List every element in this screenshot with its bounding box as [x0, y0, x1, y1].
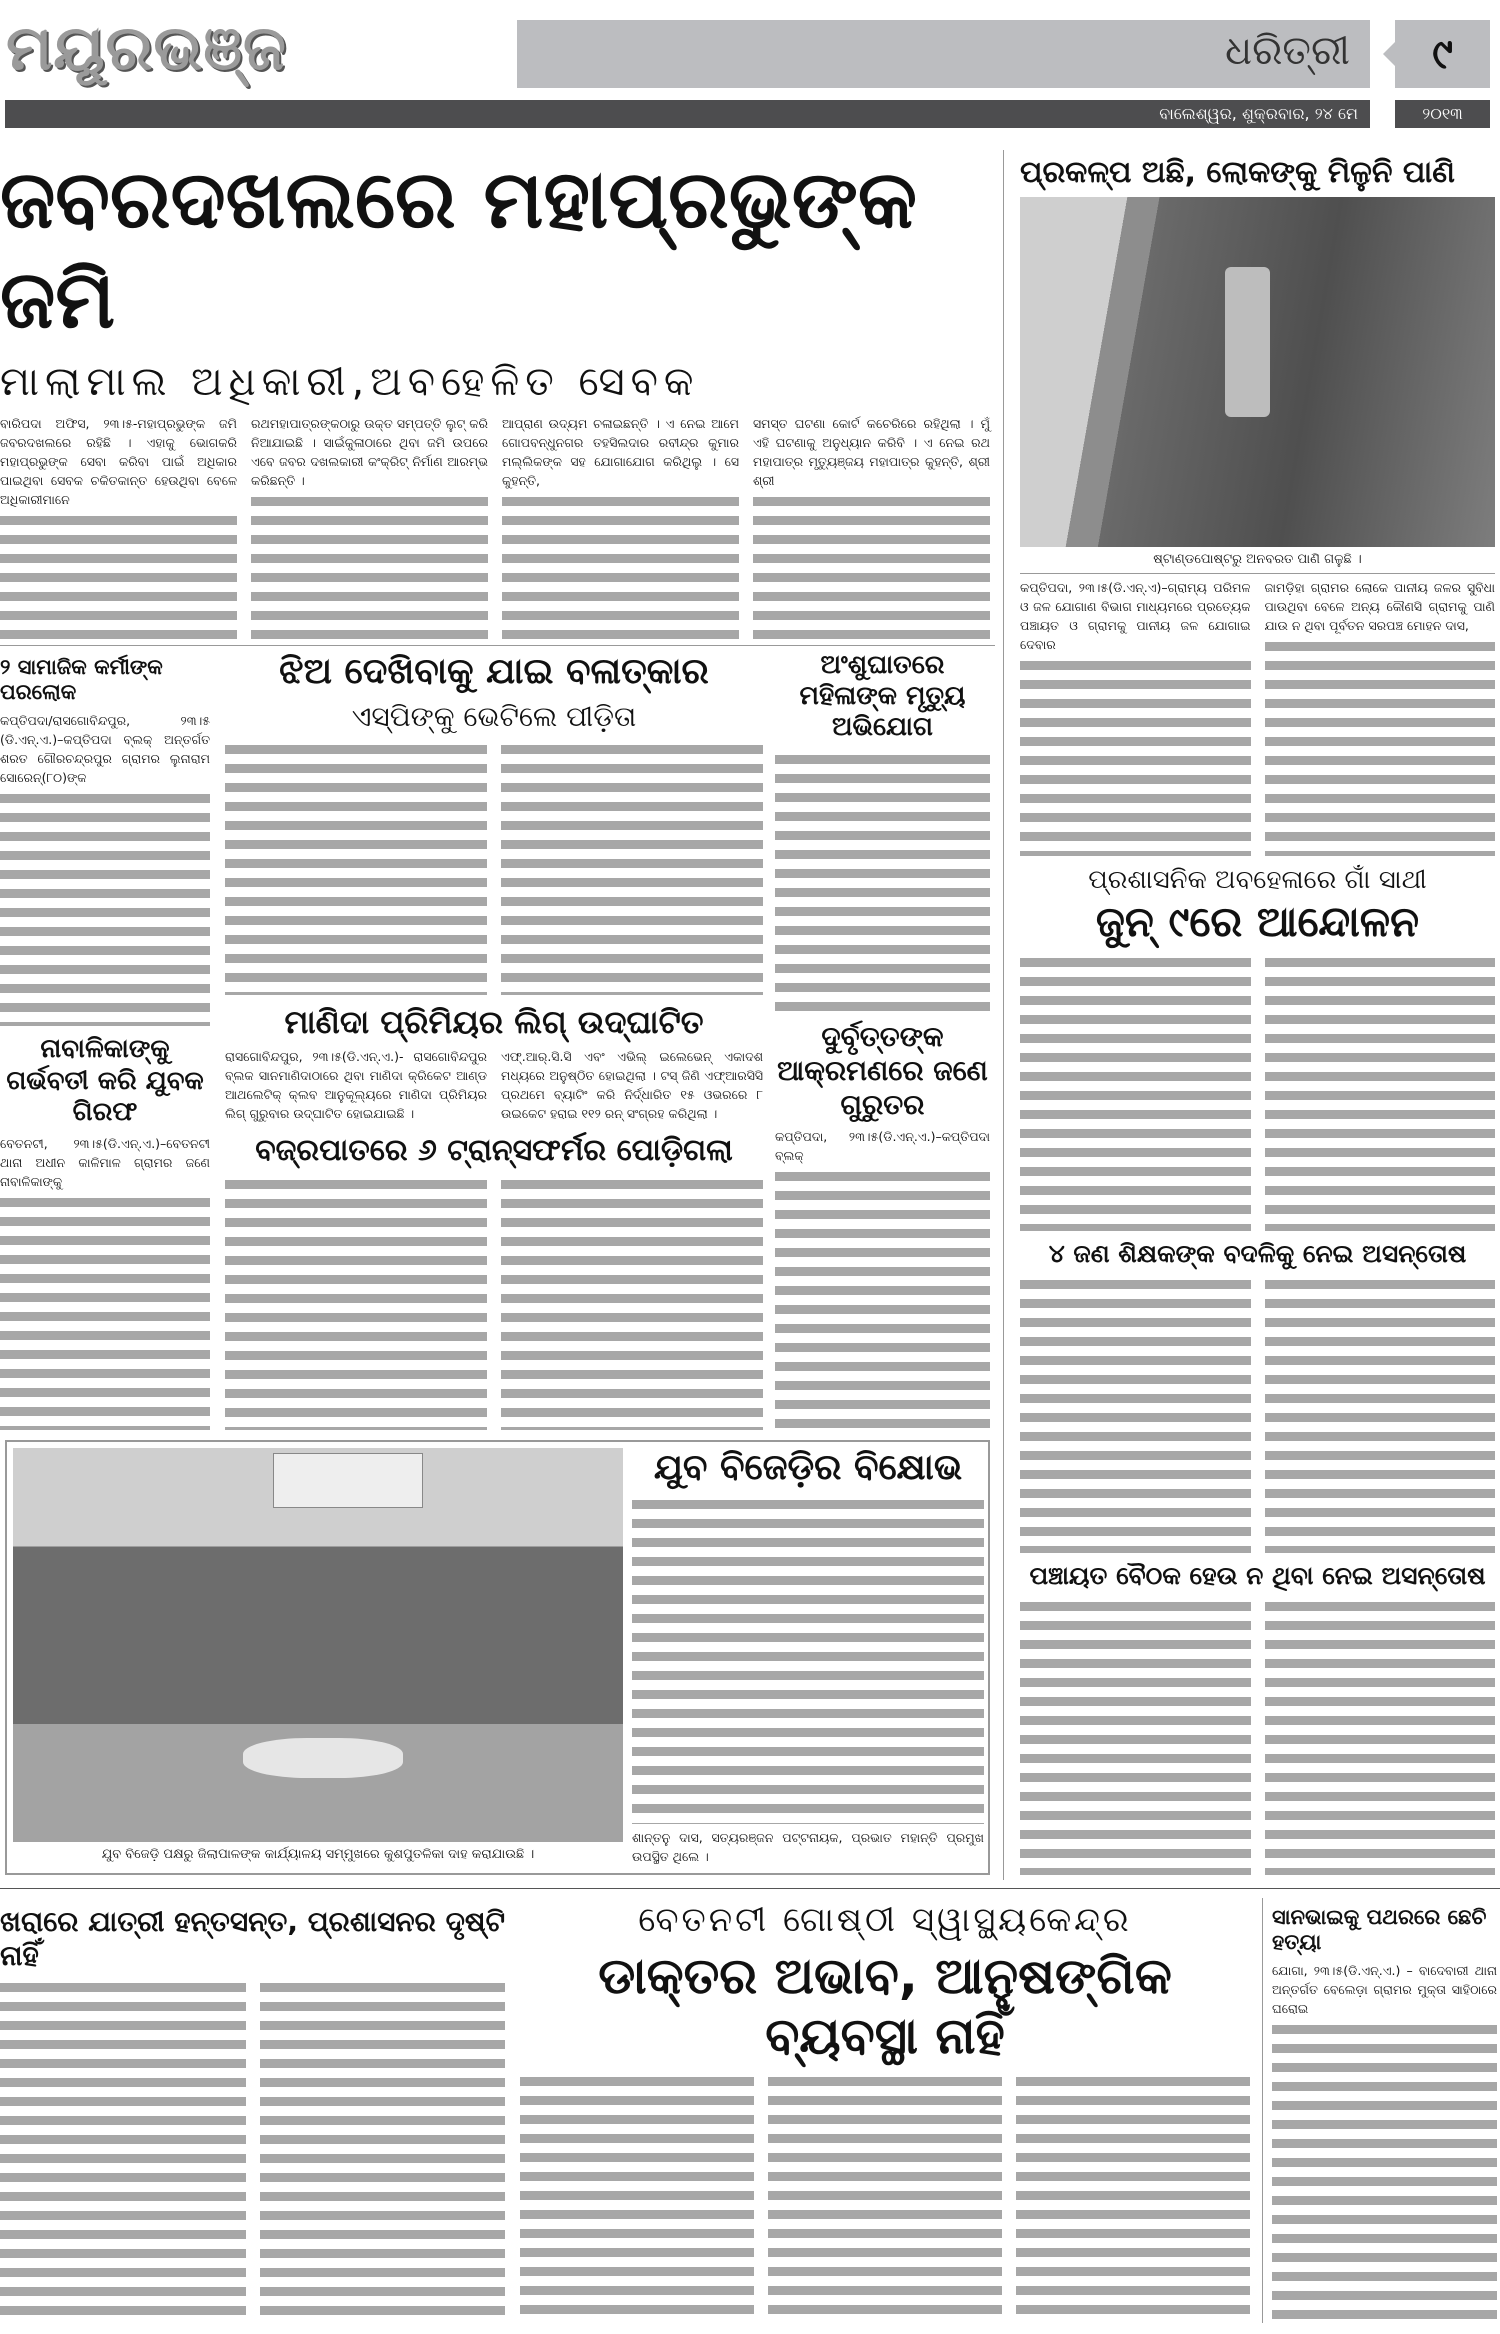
text-block — [1020, 656, 1251, 856]
text-block — [632, 1495, 984, 1824]
text-block — [1016, 2072, 1250, 2320]
sunstroke-headline: ଅଂଶୁଘାତରେ ମହିଳାଙ୍କ ମୃତ୍ୟୁ ଅଭିଯୋଗ — [799, 650, 966, 743]
divider — [1020, 573, 1495, 574]
main-col-2: ରଥମହାପାତ୍ରଙ୍କଠାରୁ ଉକ୍ତ ସମ୍ପତ୍ତି ଲୁଟ୍ କରି ନିଆଯାଇଛି । ସାଇଁକୁଳାଠାରେ ଥିବା ଜମି ଉପରେ ଏବେ ଜବର ଦଖଲକାରୀ କଂକ୍ରିଟ୍ ନିର୍ମାଣ ଆରମ୍ଭ କରିଛନ୍ତି । — [251, 416, 488, 488]
teachers-body — [1020, 1275, 1495, 1553]
text-block — [753, 492, 990, 640]
main-headline: ଜବରଦଖଲରେ ମହାପ୍ରଭୁଙ୍କ ଜମି — [0, 153, 918, 346]
fourth-column — [775, 650, 990, 1430]
heat-story — [0, 1905, 505, 2320]
text-block — [1020, 1275, 1251, 1553]
text-block — [1265, 1275, 1496, 1553]
standpost-photo — [1020, 197, 1495, 547]
health-headline: ଡାକ୍ତର ଅଭାବ, ଆନୁଷଙ୍ଗିକ ବ୍ୟବସ୍ଥା ନାହିଁ — [598, 1947, 1172, 2066]
protest-photo — [13, 1448, 623, 1842]
divider — [0, 645, 995, 646]
section-bar — [517, 20, 1370, 88]
main-col-4: ସମସ୍ତ ଘଟଣା କୋର୍ଟ କଚେରିରେ ରହିଥିଲା । ମୁଁ ଏହି ଘଟଣାକୁ ଅନୁଧ୍ୟାନ କରିବି । ଏ ନେଇ ରଥ ମହାପାତ୍ର ମୃତ୍ୟୁଞ୍ଜୟ ମହାପାତ୍ର କୁହନ୍ତି, ଶ୍ରୀ ଶ୍ରୀ — [753, 416, 990, 488]
text-block — [1265, 953, 1496, 1231]
minor-lead: ବେତନଟୀ, ୨୩।୫(ଡି.ଏନ୍.ଏ.)–ବେତନଟୀ ଥାନା ଅଧୀନ କାଳିମାଳ ଗ୍ରାମର ଜଣେ ନାବାଳିକାଙ୍କୁ — [0, 1135, 210, 1189]
agitation-body — [1020, 953, 1495, 1231]
middle-column — [225, 650, 763, 1430]
text-block — [225, 1175, 487, 1430]
dateline: ବାଲେଶ୍ୱର, ଶୁକ୍ରବାର, ୨୪ ମେ — [5, 100, 1370, 128]
left-column — [0, 655, 210, 1430]
bjd-headline: ଯୁବ ବିଜେଡ଼ିର ବିକ୍ଷୋଭ — [653, 1447, 963, 1488]
murder-headline: ସାନଭାଇକୁ ପଥରରେ ଛେଚି ହତ୍ୟା — [1272, 1905, 1487, 1955]
cricket-col-1: ରାସଗୋବିନ୍ଦପୁର, ୨୩।୫(ଡି.ଏନ୍.ଏ.)- ରାସଗୋବିନ୍ଦପୁର ବ୍ଲକ ସାନମାଣିଦାଠାରେ ଥିବା ମାଣିଦା କ୍ରିକେଟ ଆଣ୍ଡ ଆଥଲେଟିକ୍ କ୍ଲବ ଆନୁକୂଲ୍ୟରେ ମାଣିଦା ପ୍ରିମିୟର ଲିଗ୍ ଗୁରୁବାର ଉଦ୍‌ଘାଟିତ ହୋଇଯାଇଛି । — [225, 1049, 487, 1122]
main-story — [0, 150, 990, 640]
text-block — [775, 1167, 990, 1430]
main-col-3: ଆପ୍ରାଣ ଉଦ୍ୟମ ଚଳାଇଛନ୍ତି । ଏ ନେଇ ଆମେ ଗୋପବନ୍ଧୁନଗର ତହସିଲଦାର ରବୀନ୍ଦ୍ର କୁମାର ମଲ୍ଲିକଙ୍କ ସହ ଯୋଗାଯୋଗ କରିଥିଲୁ । ସେ କୁହନ୍ତି, — [502, 416, 739, 488]
effigy-smoke — [243, 1738, 403, 1778]
bjd-tail: ଶାନ୍ତନୁ ଦାସ, ସତ୍ୟରଞ୍ଜନ ପଟ୍ଟନାୟକ, ପ୍ରଭାତ ମହାନ୍ତି ପ୍ରମୁଖ ଉପସ୍ଥିତ ଥିଲେ । — [632, 1830, 984, 1864]
murder-story — [1272, 1905, 1497, 2320]
health-story — [520, 1898, 1250, 2320]
column-rule — [1262, 1898, 1263, 2323]
text-block — [520, 2072, 754, 2320]
water-col-1: କପ୍ତିପଦା, ୨୩।୫(ଡି.ଏନ୍.ଏ)–ଗ୍ରାମ୍ୟ ପରିମଳ ଓ ଜଳ ଯୋଗାଣ ବିଭାଗ ମାଧ୍ୟମରେ ପ୍ରତ୍ୟେକ ପଞ୍ଚାୟତ ଓ ଗ୍ରାମକୁ ପାନୀୟ ଜଳ ଯୋଗାଇ ଦେବାର — [1020, 580, 1251, 652]
text-block — [0, 511, 237, 640]
water-photo-caption: ଷ୍ଟାଣ୍ଡପୋଷ୍ଟରୁ ଅନବରତ ପାଣି ଗଳୁଛି । — [1153, 552, 1362, 567]
water-col-2: ଜାମଡ଼ିହା ଗ୍ରାମର ଲୋକେ ପାନୀୟ ଜଳର ସୁବିଧା ପାଉଥିବା ବେଳେ ଅନ୍ୟ କୌଣସି ଗ୍ରାମକୁ ପାଣି ଯାଉ ନ ଥିବା ପୂର୍ବତନ ସରପଞ୍ଚ ମୋହନ ଦାସ, — [1264, 580, 1495, 633]
health-kicker: ବେତନଟୀ ଗୋଷ୍ଠୀ ସ୍ୱାସ୍ଥ୍ୟକେନ୍ଦ୍ର — [638, 1900, 1132, 1940]
heat-body — [0, 1978, 505, 2320]
main-subhead: ମାଲାମାଲ ଅଧିକାରୀ,ଅବହେଳିତ ସେବକ — [0, 359, 700, 405]
teachers-headline: ୪ ଜଣ ଶିକ୍ଷକଙ୍କ ବଦଳିକୁ ନେଇ ଅସନ୍ତୋଷ — [1048, 1238, 1467, 1268]
page-number: ୯ — [1395, 20, 1490, 88]
column-rule — [1003, 150, 1004, 1880]
agitation-headline: ଜୁନ୍ ୯ରେ ଆନ୍ଦୋଳନ — [1095, 896, 1420, 946]
text-block — [1265, 637, 1496, 856]
water-body — [1020, 578, 1495, 856]
obituary-headline: ୨ ସାମାଜିକ କର୍ମୀଙ୍କ ପରଲୋକ — [0, 655, 163, 705]
water-headline: ପ୍ରକଳ୍ପ ଅଛି, ଲୋକଙ୍କୁ ମିଳୁନି ପାଣି — [1020, 155, 1455, 190]
text-block — [0, 789, 210, 1026]
main-story-body — [0, 414, 990, 640]
text-block — [225, 740, 487, 995]
main-col-1: ବାରିପଦା ଅଫିସ, ୨୩।୫-ମହାପ୍ରଭୁଙ୍କ ଜମି ଜବରଦଖଲରେ ରହିଛି । ଏହାକୁ ଭୋଗକରି ମହାପ୍ରଭୁଙ୍କ ସେବା କରିବା ପାଇଁ ଅଧିକାର ପାଇଥିବା ସେବକ ଚକିତକାନ୍ତ ହେଉଥିବା ବେଳେ ଅଧିକାରୀମାନେ — [0, 416, 237, 507]
text-block — [501, 1175, 763, 1430]
murder-lead: ଯୋଗା, ୨୩।୫(ଡି.ଏନ୍.ଏ.) – ବାଦେବାରୀ ଥାନା ଅନ୍ତର୍ଗତ ବେଲେଡ଼ା ଗ୍ରାମର ମୁକ୍ତା ସାହିଠାରେ ଘରୋଇ — [1272, 1963, 1497, 2017]
year: ୨୦୧୩ — [1395, 100, 1490, 128]
cricket-headline: ମାଣିଦା ପ୍ରିମିୟର ଲିଗ୍ ଉଦ୍‌ଘାଟିତ — [284, 1002, 704, 1041]
text-block — [1020, 953, 1251, 1231]
panchayat-headline: ପଞ୍ଚାୟତ ବୈଠକ ହେଉ ନ ଥିବା ନେଇ ଅସନ୍ତୋଷ — [1029, 1560, 1486, 1590]
text-block — [0, 1193, 210, 1430]
text-block — [0, 1978, 246, 2320]
bjd-story-box — [5, 1440, 990, 1875]
protest-photo-caption: ଯୁବ ବିଜେଡ଼ି ପକ୍ଷରୁ ଜିଲାପାଳଙ୍କ କାର୍ଯ୍ୟାଳୟ ସମ୍ମୁଖରେ କୁଶପୁତଳିକା ଦାହ କରାଯାଉଛି । — [101, 1847, 535, 1862]
panchayat-body — [1020, 1597, 1495, 1875]
agitation-kicker: ପ୍ରଶାସନିକ ଅବହେଳାରେ ଗାଁ ସାଥୀ — [1088, 865, 1427, 896]
text-block — [251, 492, 488, 640]
text-block — [501, 740, 763, 995]
cricket-body — [225, 1047, 763, 1125]
rape-subhead: ଏସ୍‌ପିଙ୍କୁ ଭେଟିଲେ ପୀଡ଼ିତା — [351, 700, 637, 734]
text-block — [1272, 2020, 1497, 2320]
lightning-headline: ବଜ୍ରପାତରେ ୬ ଟ୍ରାନ୍ସଫର୍ମର ପୋଡ଼ିଗଲା — [255, 1133, 733, 1169]
standpost-shape — [1225, 267, 1270, 417]
text-block — [502, 492, 739, 640]
section-name: ଧରିତ୍ରୀ — [1225, 28, 1350, 74]
obituary-lead: କପ୍ତିପଦା/ରାସଗୋବିନ୍ଦପୁର, ୨୩।୫ (ଡି.ଏନ୍.ଏ.)–କପ୍ତିପଦା ବ୍ଲକ୍ ଅନ୍ତର୍ଗତ ଶରତ ଗୌରଚନ୍ଦ୍ରପୁର ଗ୍ରାମର ଲୁନାରାମ ସୋରେନ୍(୮୦)ଙ୍କ — [0, 713, 210, 786]
lightning-body — [225, 1175, 763, 1430]
protest-photo-area — [13, 1448, 623, 1868]
text-block — [768, 2072, 1002, 2320]
text-block — [1265, 1597, 1496, 1875]
text-block — [1020, 1597, 1251, 1875]
cricket-col-2: ଏଫ୍.ଆର୍.ସି.ସି ଏବଂ ଏଭିଲ୍ ଇଲେଭେନ୍ ଏକାଦଶ ମଧ୍ୟରେ ଅନୁଷ୍ଠିତ ହୋଇଥିଲା । ଟସ୍ ଜିଣି ଏଫ୍ଆରସିସି ପ୍ରଥମେ ବ୍ୟାଟିଂ କରି ନିର୍ଦ୍ଧାରିତ ୧୫ ଓଭରରେ ୮ ଉଇକେଟ ହରାଇ ୧୧୨ ରନ୍ ସଂଗ୍ରହ କରିଥିଲା । — [501, 1049, 763, 1122]
newspaper-logo: ମୟୂରଭଞ୍ଜ — [6, 11, 287, 84]
text-block — [260, 1978, 506, 2320]
health-body — [520, 2072, 1250, 2320]
heat-headline: ଖରାରେ ଯାତ୍ରୀ ହନ୍ତସନ୍ତ, ପ୍ରଶାସନର ଦୃଷ୍ଟି ନାହିଁ — [0, 1905, 505, 1972]
attack-headline: ଦୁର୍ବୃତ୍ତଙ୍କ ଆକ୍ରମଣରେ ଜଣେ ଗୁରୁତର — [777, 1020, 988, 1121]
text-block — [775, 750, 990, 1013]
right-column — [1020, 155, 1495, 1875]
bjd-text — [632, 1446, 984, 1868]
rape-headline: ଝିଅ ଦେଖିବାକୁ ଯାଇ ବଳାତ୍କାର — [279, 651, 709, 692]
minor-headline: ନାବାଳିକାଙ୍କୁ ଗର୍ଭବତୀ କରି ଯୁବକ ଗିରଫ — [6, 1034, 204, 1127]
rape-body — [225, 740, 763, 995]
divider — [0, 1888, 1500, 1889]
attack-lead: କପ୍ତିପଦା, ୨୩।୫(ଡି.ଏନ୍.ଏ.)–କପ୍ତିପଦା ବ୍ଲକ୍ — [775, 1129, 990, 1164]
banner-shape — [273, 1453, 423, 1508]
